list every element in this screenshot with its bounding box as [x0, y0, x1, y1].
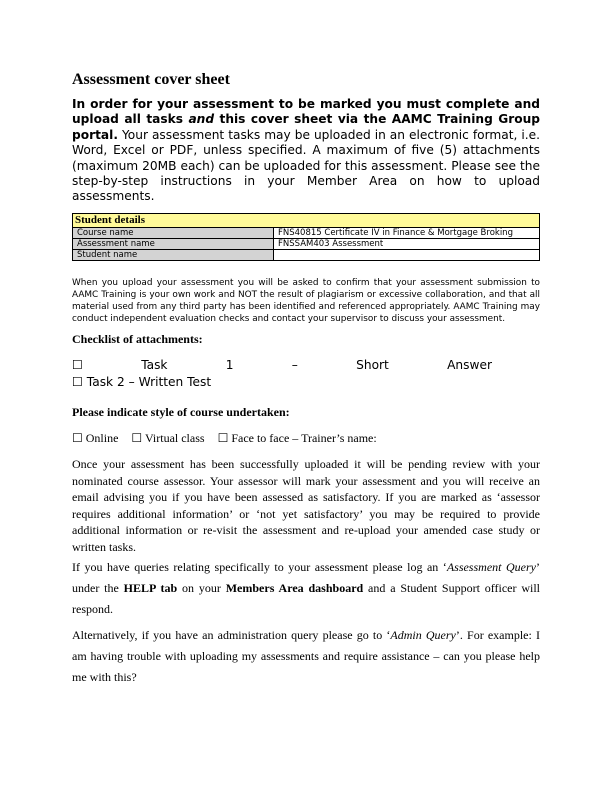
student-details-header: Student details	[73, 214, 540, 228]
task1-word-short: Short	[356, 358, 389, 372]
table-row	[73, 250, 540, 261]
p2-text-2: ’ under the	[72, 560, 540, 595]
course-name-label: Course name	[73, 228, 274, 239]
option-face-to-face-checkbox[interactable]: ☐ Face to face – Trainer’s name:	[217, 431, 377, 445]
intro-bold-italic: and	[188, 112, 215, 127]
p2-assessment-query: Assessment Query	[446, 560, 536, 574]
p2-text-3: on your	[177, 581, 226, 595]
checklist-heading: Checklist of attachments:	[72, 332, 203, 346]
course-style-heading: Please indicate style of course undertaken:	[72, 405, 290, 419]
task1-word-answer: Answer	[447, 358, 492, 372]
student-name-value[interactable]	[274, 250, 540, 261]
option-online-checkbox[interactable]: ☐ Online	[72, 431, 119, 445]
task1-checkbox-line[interactable]	[72, 358, 492, 372]
assessment-name-value[interactable]: FNSSAM403 Assessment	[274, 239, 540, 250]
p2-members-area: Members Area dashboard	[225, 581, 364, 595]
p3-admin-query: Admin Query	[390, 628, 456, 642]
task2-checkbox-line[interactable]: ☐ Task 2 – Written Test	[72, 375, 212, 389]
p2-text-4: and a Student Support officer will respond.	[72, 581, 541, 616]
p3-text-1: Alternatively, if you have an administration query please go to ‘	[72, 628, 391, 642]
option-virtual-class-checkbox[interactable]: ☐ Virtual class	[131, 431, 205, 445]
page-title: Assessment cover sheet	[72, 71, 230, 88]
table-row	[73, 228, 540, 239]
p2-help-tab: HELP tab	[123, 581, 178, 595]
task1-word-dash: –	[291, 358, 298, 372]
assessment-name-label: Assessment name	[73, 239, 274, 250]
course-name-value[interactable]: FNS40815 Certificate IV in Finance & Mortgage Broking	[274, 228, 540, 239]
table-row	[73, 239, 540, 250]
upload-review-paragraph: Once your assessment has been successfully uploaded it will be pending review with your nominated course assessor. Your assessor will mark your assessment and you will receive an email advising you if you have been assessed as satisfactory. If you are marked as ‘assessor requires additional information’ or ‘not yet satisfactory’ you may be required to provide additional information or re-visit the assessment and re-upload your amended case study or written tasks.	[72, 457, 540, 554]
disclaimer-text: When you upload your assessment you will be asked to confirm that your assessment submission to AAMC Training is your own work and NOT the result of plagiarism or excessive collaboration, and that all material used from any third party has been identified and referenced appropriately. AAMC Training may conduct independent evaluation checks and contact your supervisor to discuss your assessment.	[72, 278, 540, 324]
student-details-table	[72, 213, 540, 261]
task1-word-task: Task	[141, 358, 168, 372]
task1-checkbox-icon[interactable]: ☐	[72, 358, 83, 372]
intro-bold-1: In order for your assessment to be marked you must complete and upload all tasks	[72, 97, 540, 127]
p2-text-1: If you have queries relating specifically to your assessment please log an ‘	[72, 560, 447, 574]
intro-paragraph	[72, 97, 540, 205]
intro-text: Your assessment tasks may be uploaded in an electronic format, i.e. Word, Excel or PDF, unless specified. A maximum of five (5) attachments (maximum 20MB each) can be uploaded for this assessment. Please see the step-by-step instructions in your Member Area on how to upload assessments.	[72, 127, 540, 204]
student-name-label: Student name	[73, 250, 274, 261]
intro-bold-2: this cover sheet via the AAMC Training Group portal.	[72, 112, 541, 142]
p3-text-2: ’. For example: I am having trouble with uploading my assessments and require assistance – can you please help me with this?	[72, 628, 540, 684]
task1-word-number: 1	[225, 358, 234, 372]
admin-query-paragraph	[72, 625, 540, 688]
course-style-options	[72, 431, 387, 446]
assessment-query-paragraph	[72, 557, 540, 620]
